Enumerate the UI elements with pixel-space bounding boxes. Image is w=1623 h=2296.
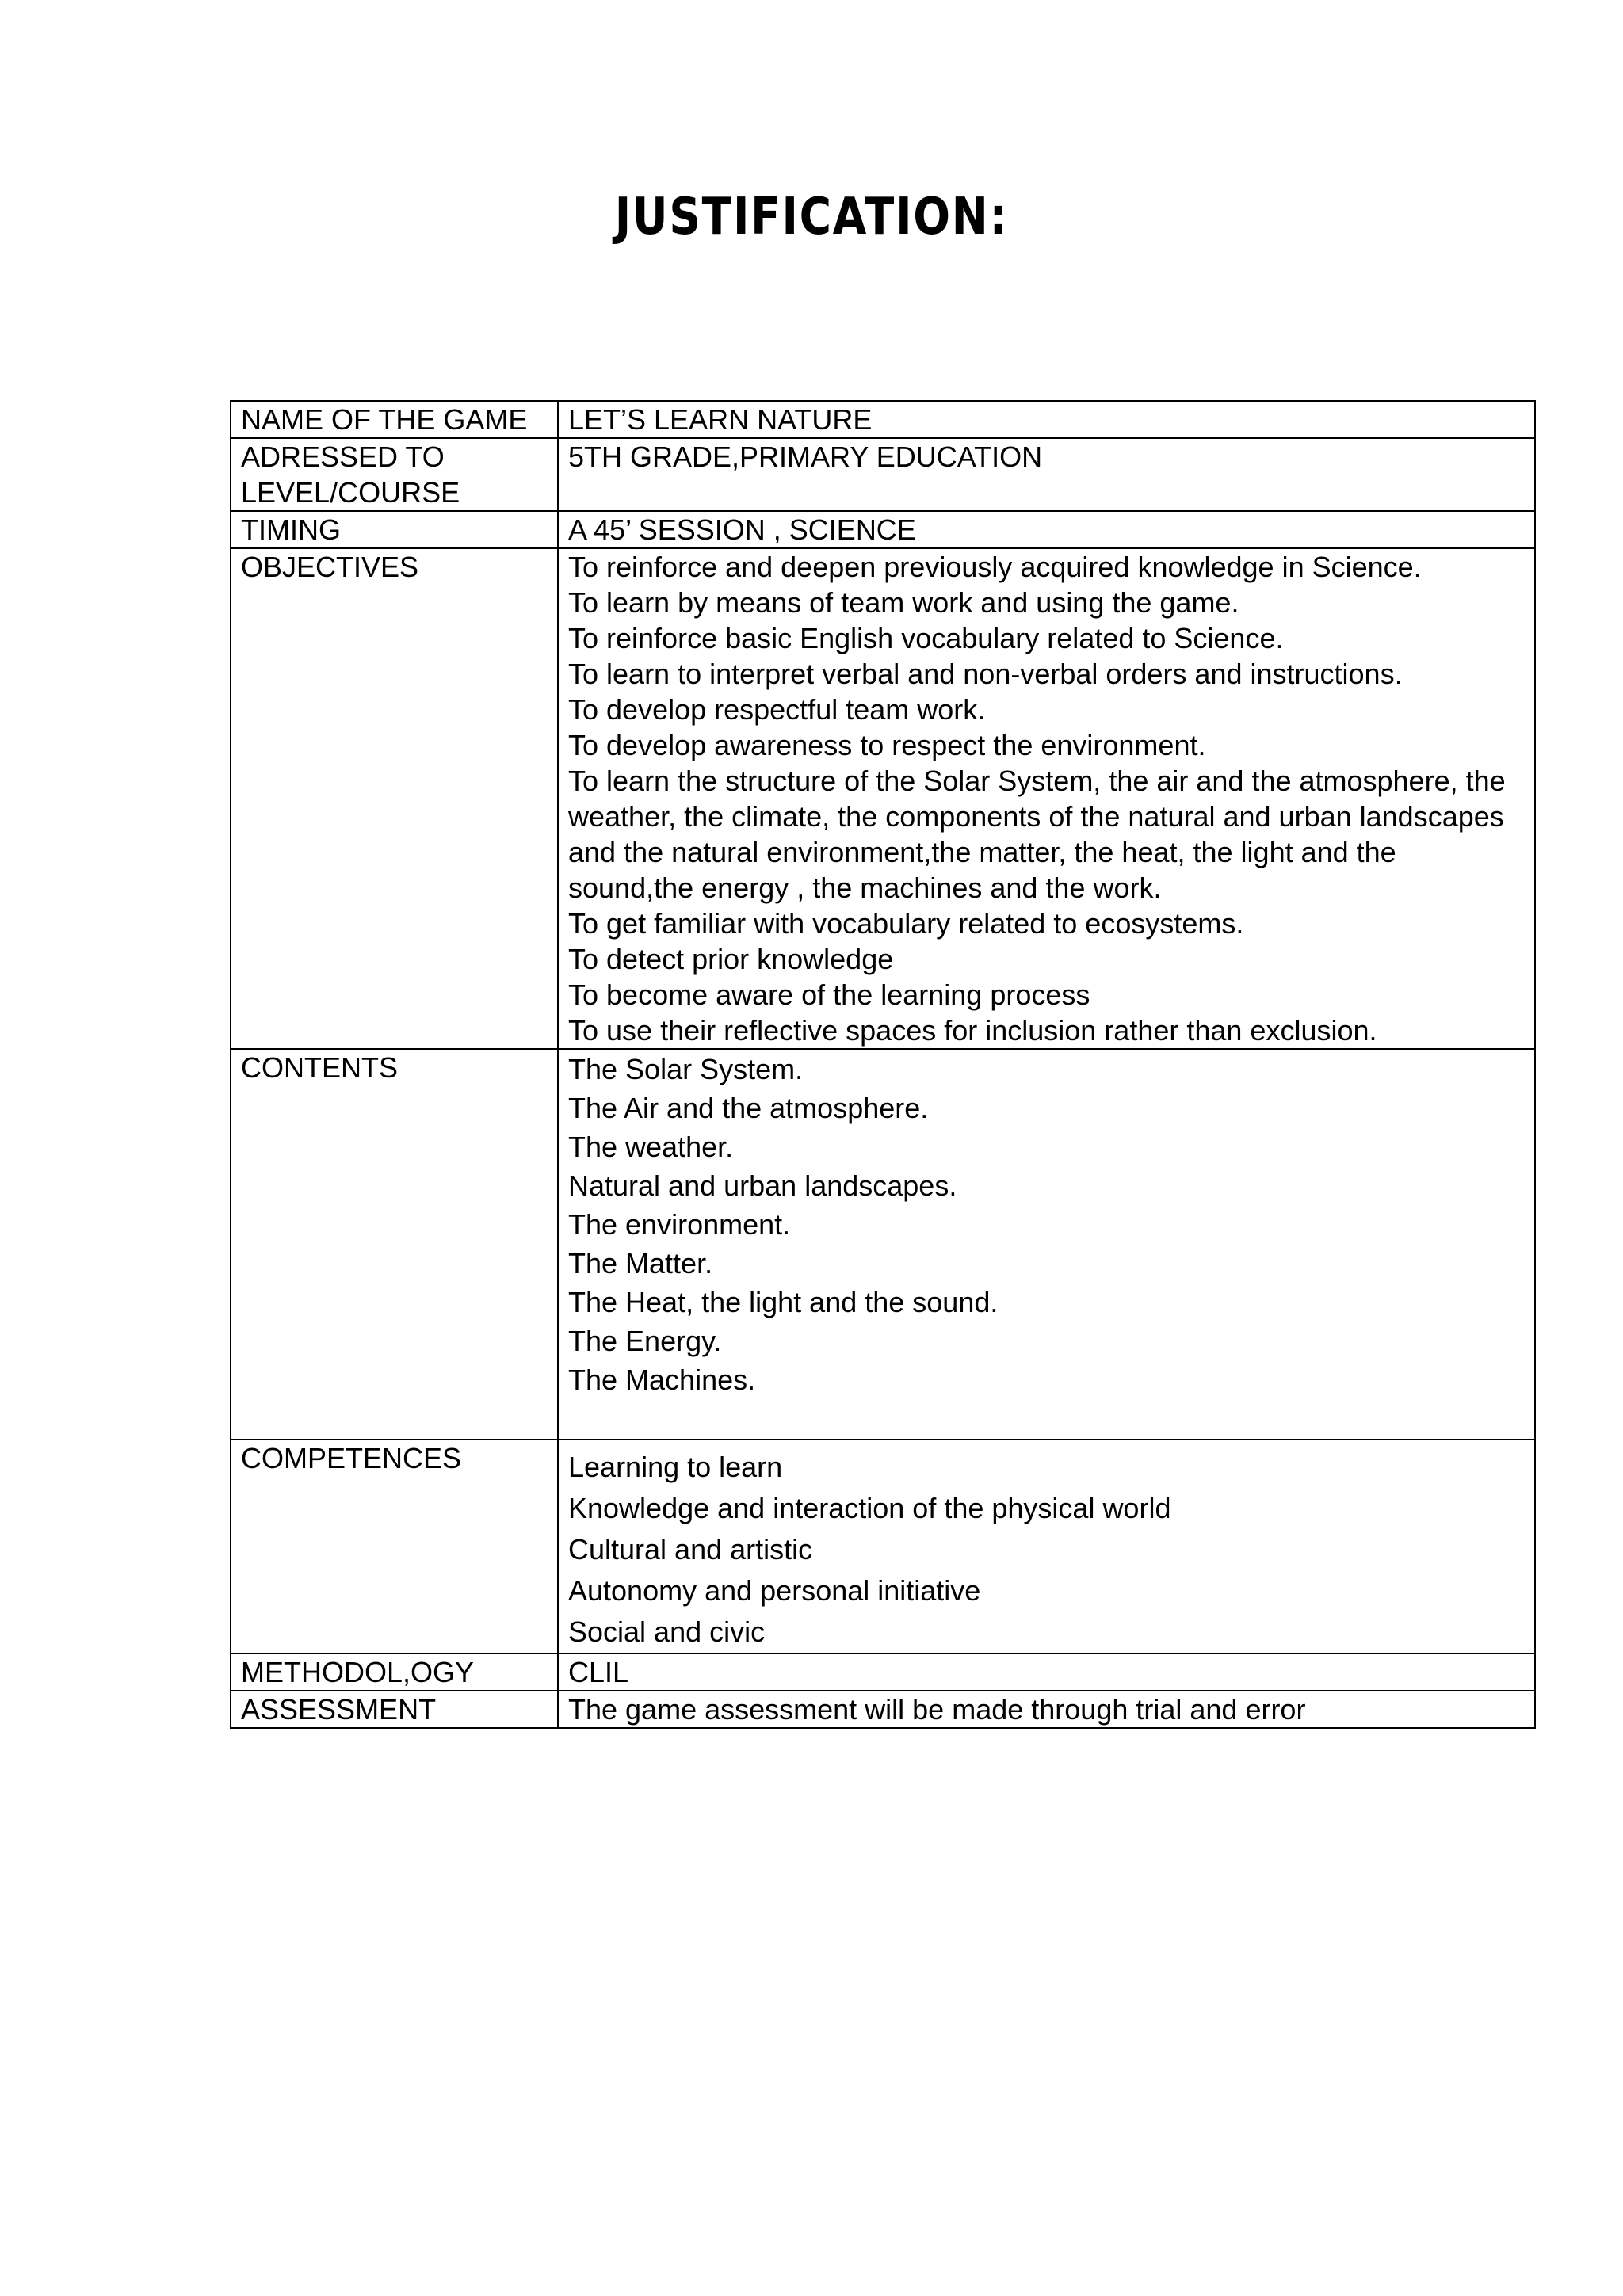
row-value bbox=[558, 401, 1535, 438]
table-row-methodology bbox=[231, 1653, 1535, 1691]
content-item: The Machines. bbox=[568, 1363, 756, 1396]
objective-item: To learn by means of team work and using the game. bbox=[568, 586, 1239, 619]
table-row-timing bbox=[231, 511, 1535, 548]
objective-item: To learn to interpret verbal and non-verbal orders and instructions. bbox=[568, 658, 1403, 690]
row-label: ADRESSED TO LEVEL/COURSE bbox=[231, 438, 558, 511]
objective-item: To become aware of the learning process bbox=[568, 978, 1090, 1011]
content-item: Natural and urban landscapes. bbox=[568, 1169, 957, 1202]
row-label: ASSESSMENT bbox=[231, 1691, 558, 1728]
competence-item: Knowledge and interaction of the physical world bbox=[568, 1492, 1171, 1524]
content-item: The weather. bbox=[568, 1131, 734, 1163]
content-item: The environment. bbox=[568, 1208, 791, 1241]
content-item: The Energy. bbox=[568, 1325, 722, 1357]
value-line: A 45’ SESSION , SCIENCE bbox=[568, 513, 916, 546]
row-label: NAME OF THE GAME bbox=[231, 401, 558, 438]
content-item: The Heat, the light and the sound. bbox=[568, 1286, 999, 1318]
row-label: COMPETENCES bbox=[231, 1440, 558, 1653]
competence-item: Social and civic bbox=[568, 1615, 766, 1648]
objective-item: To reinforce basic English vocabulary related to Science. bbox=[568, 622, 1284, 654]
row-value bbox=[558, 1049, 1535, 1440]
table-row-contents bbox=[231, 1049, 1535, 1440]
content-item: The Matter. bbox=[568, 1247, 713, 1280]
objective-item: To reinforce and deepen previously acquired knowledge in Science. bbox=[568, 551, 1422, 583]
competence-item: Autonomy and personal initiative bbox=[568, 1574, 981, 1607]
value-line: CLIL bbox=[568, 1656, 629, 1688]
row-label: TIMING bbox=[231, 511, 558, 548]
value-line: The game assessment will be made through trial and error bbox=[568, 1693, 1306, 1726]
table-row-addressed-to bbox=[231, 438, 1535, 511]
objective-item: To learn the structure of the Solar System, the air and the atmosphere, the weather, the climate, the components of the natural and urban landscapes and the natural environment,the matter, the heat, the light and the sound,the energy , the machines and the work. bbox=[568, 765, 1506, 904]
value-line: 5TH GRADE,PRIMARY EDUCATION bbox=[568, 441, 1043, 473]
row-label: METHODOL,OGY bbox=[231, 1653, 558, 1691]
row-label: CONTENTS bbox=[231, 1049, 558, 1440]
row-value bbox=[558, 1691, 1535, 1728]
content-item: The Air and the atmosphere. bbox=[568, 1092, 929, 1124]
table-row-objectives bbox=[231, 548, 1535, 1049]
content-item: The Solar System. bbox=[568, 1053, 804, 1085]
row-value bbox=[558, 1440, 1535, 1653]
objective-item: To develop respectful team work. bbox=[568, 693, 986, 726]
objective-item: To develop awareness to respect the environment. bbox=[568, 729, 1206, 761]
objective-item: To get familiar with vocabulary related to ecosystems. bbox=[568, 907, 1244, 940]
row-value bbox=[558, 548, 1535, 1049]
row-value bbox=[558, 1653, 1535, 1691]
table-row-assessment bbox=[231, 1691, 1535, 1728]
page-title: JUSTIFICATION: bbox=[614, 188, 1009, 246]
objective-item: To use their reflective spaces for inclusion rather than exclusion. bbox=[568, 1014, 1377, 1047]
row-value bbox=[558, 511, 1535, 548]
value-line: LET’S LEARN NATURE bbox=[568, 403, 873, 436]
table-row-competences bbox=[231, 1440, 1535, 1653]
table-row-name-of-game bbox=[231, 401, 1535, 438]
row-label: OBJECTIVES bbox=[231, 548, 558, 1049]
objective-item: To detect prior knowledge bbox=[568, 943, 894, 975]
row-value bbox=[558, 438, 1535, 511]
competence-item: Cultural and artistic bbox=[568, 1533, 813, 1566]
competence-item: Learning to learn bbox=[568, 1451, 783, 1483]
justification-table bbox=[230, 400, 1536, 1729]
